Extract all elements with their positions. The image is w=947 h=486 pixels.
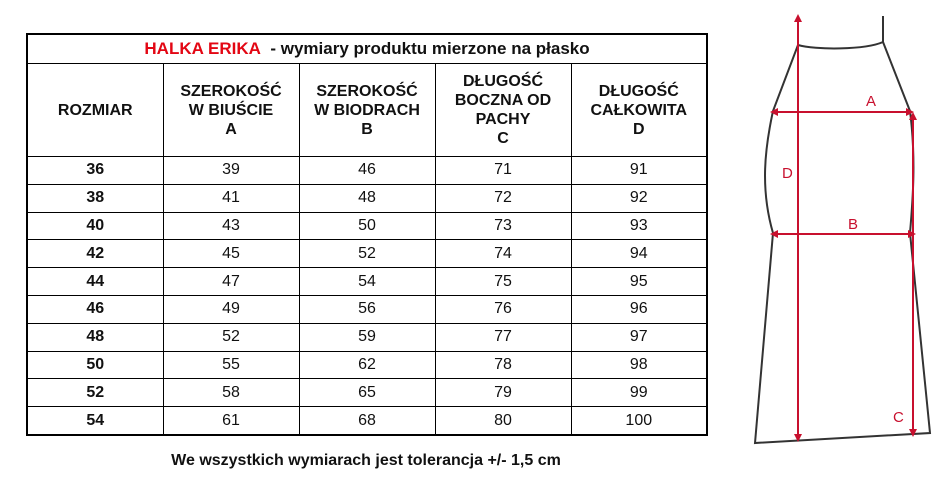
measure-cell: 97 <box>571 323 707 351</box>
header-line: B <box>361 120 373 138</box>
measure-cell: 98 <box>571 351 707 379</box>
table-row <box>27 240 707 268</box>
measure-cell: 61 <box>163 407 299 435</box>
product-name: HALKA ERIKA <box>144 39 261 58</box>
header-line: CAŁKOWITA <box>590 101 688 119</box>
measure-cell: 78 <box>435 351 571 379</box>
measure-cell: 56 <box>299 295 435 323</box>
measure-cell: 76 <box>435 295 571 323</box>
measure-cell: 41 <box>163 184 299 212</box>
header-size <box>27 64 163 157</box>
table-title <box>27 34 707 64</box>
size-cell: 38 <box>27 184 163 212</box>
table-header-row <box>27 64 707 157</box>
measure-cell: 92 <box>571 184 707 212</box>
size-table <box>26 33 708 436</box>
measure-cell: 54 <box>299 268 435 296</box>
measure-cell: 72 <box>435 184 571 212</box>
label-a: A <box>866 93 877 110</box>
measure-cell: 52 <box>163 323 299 351</box>
size-cell: 54 <box>27 407 163 435</box>
table-subtitle: - wymiary produktu mierzone na płasko <box>270 39 590 58</box>
measure-cell: 79 <box>435 379 571 407</box>
header-line: W BIUŚCIE <box>188 101 274 119</box>
size-cell: 36 <box>27 157 163 185</box>
header-hip-width <box>299 64 435 157</box>
label-d: D <box>782 165 793 182</box>
header-line: C <box>497 130 509 147</box>
measure-cell: 52 <box>299 240 435 268</box>
dress-diagram <box>740 8 940 448</box>
header-bust-width <box>163 64 299 157</box>
measure-cell: 68 <box>299 407 435 435</box>
table-row <box>27 157 707 185</box>
measure-cell: 47 <box>163 268 299 296</box>
header-line: SZEROKOŚĆ <box>316 82 418 100</box>
table-row <box>27 351 707 379</box>
measure-cell: 71 <box>435 157 571 185</box>
measure-cell: 43 <box>163 212 299 240</box>
size-cell: 52 <box>27 379 163 407</box>
size-cell: 44 <box>27 268 163 296</box>
measure-cell: 55 <box>163 351 299 379</box>
measure-cell: 95 <box>571 268 707 296</box>
size-cell: 42 <box>27 240 163 268</box>
header-line: SZEROKOŚĆ <box>180 82 282 100</box>
table-body <box>27 157 707 435</box>
measure-cell: 73 <box>435 212 571 240</box>
size-cell: 50 <box>27 351 163 379</box>
measure-cell: 96 <box>571 295 707 323</box>
measure-cell: 100 <box>571 407 707 435</box>
table-row <box>27 379 707 407</box>
header-line: DŁUGOŚĆ <box>598 82 679 100</box>
table-row <box>27 268 707 296</box>
table-row <box>27 323 707 351</box>
header-line: A <box>225 120 237 138</box>
measure-cell: 80 <box>435 407 571 435</box>
table-row <box>27 184 707 212</box>
measure-cell: 74 <box>435 240 571 268</box>
measure-cell: 39 <box>163 157 299 185</box>
measure-cell: 46 <box>299 157 435 185</box>
size-cell: 48 <box>27 323 163 351</box>
table-row <box>27 407 707 435</box>
measure-cell: 65 <box>299 379 435 407</box>
header-line: ROZMIAR <box>57 101 133 119</box>
measure-cell: 62 <box>299 351 435 379</box>
measure-cell: 75 <box>435 268 571 296</box>
measure-cell: 77 <box>435 323 571 351</box>
measure-cell: 45 <box>163 240 299 268</box>
header-line: D <box>633 120 645 138</box>
header-total-length <box>571 64 707 157</box>
measure-cell: 91 <box>571 157 707 185</box>
label-b: B <box>848 216 859 233</box>
measure-cell: 94 <box>571 240 707 268</box>
dress-outline <box>755 42 930 443</box>
measure-cell: 49 <box>163 295 299 323</box>
measure-cell: 93 <box>571 212 707 240</box>
header-side-length <box>435 64 571 157</box>
table-row <box>27 212 707 240</box>
measure-cell: 50 <box>299 212 435 240</box>
size-cell: 46 <box>27 295 163 323</box>
measure-cell: 48 <box>299 184 435 212</box>
measure-cell: 99 <box>571 379 707 407</box>
tolerance-note: We wszystkich wymiarach jest tolerancja +/- 1,5 cm <box>171 452 561 469</box>
header-line: W BIODRACH <box>314 101 420 119</box>
table-title-row <box>27 34 707 64</box>
measure-cell: 59 <box>299 323 435 351</box>
header-line: PACHY <box>475 111 531 128</box>
header-line: DŁUGOŚĆ <box>463 73 543 90</box>
header-line: BOCZNA OD <box>454 92 552 109</box>
table-row <box>27 295 707 323</box>
size-cell: 40 <box>27 212 163 240</box>
measure-cell: 58 <box>163 379 299 407</box>
label-c: C <box>893 409 904 426</box>
